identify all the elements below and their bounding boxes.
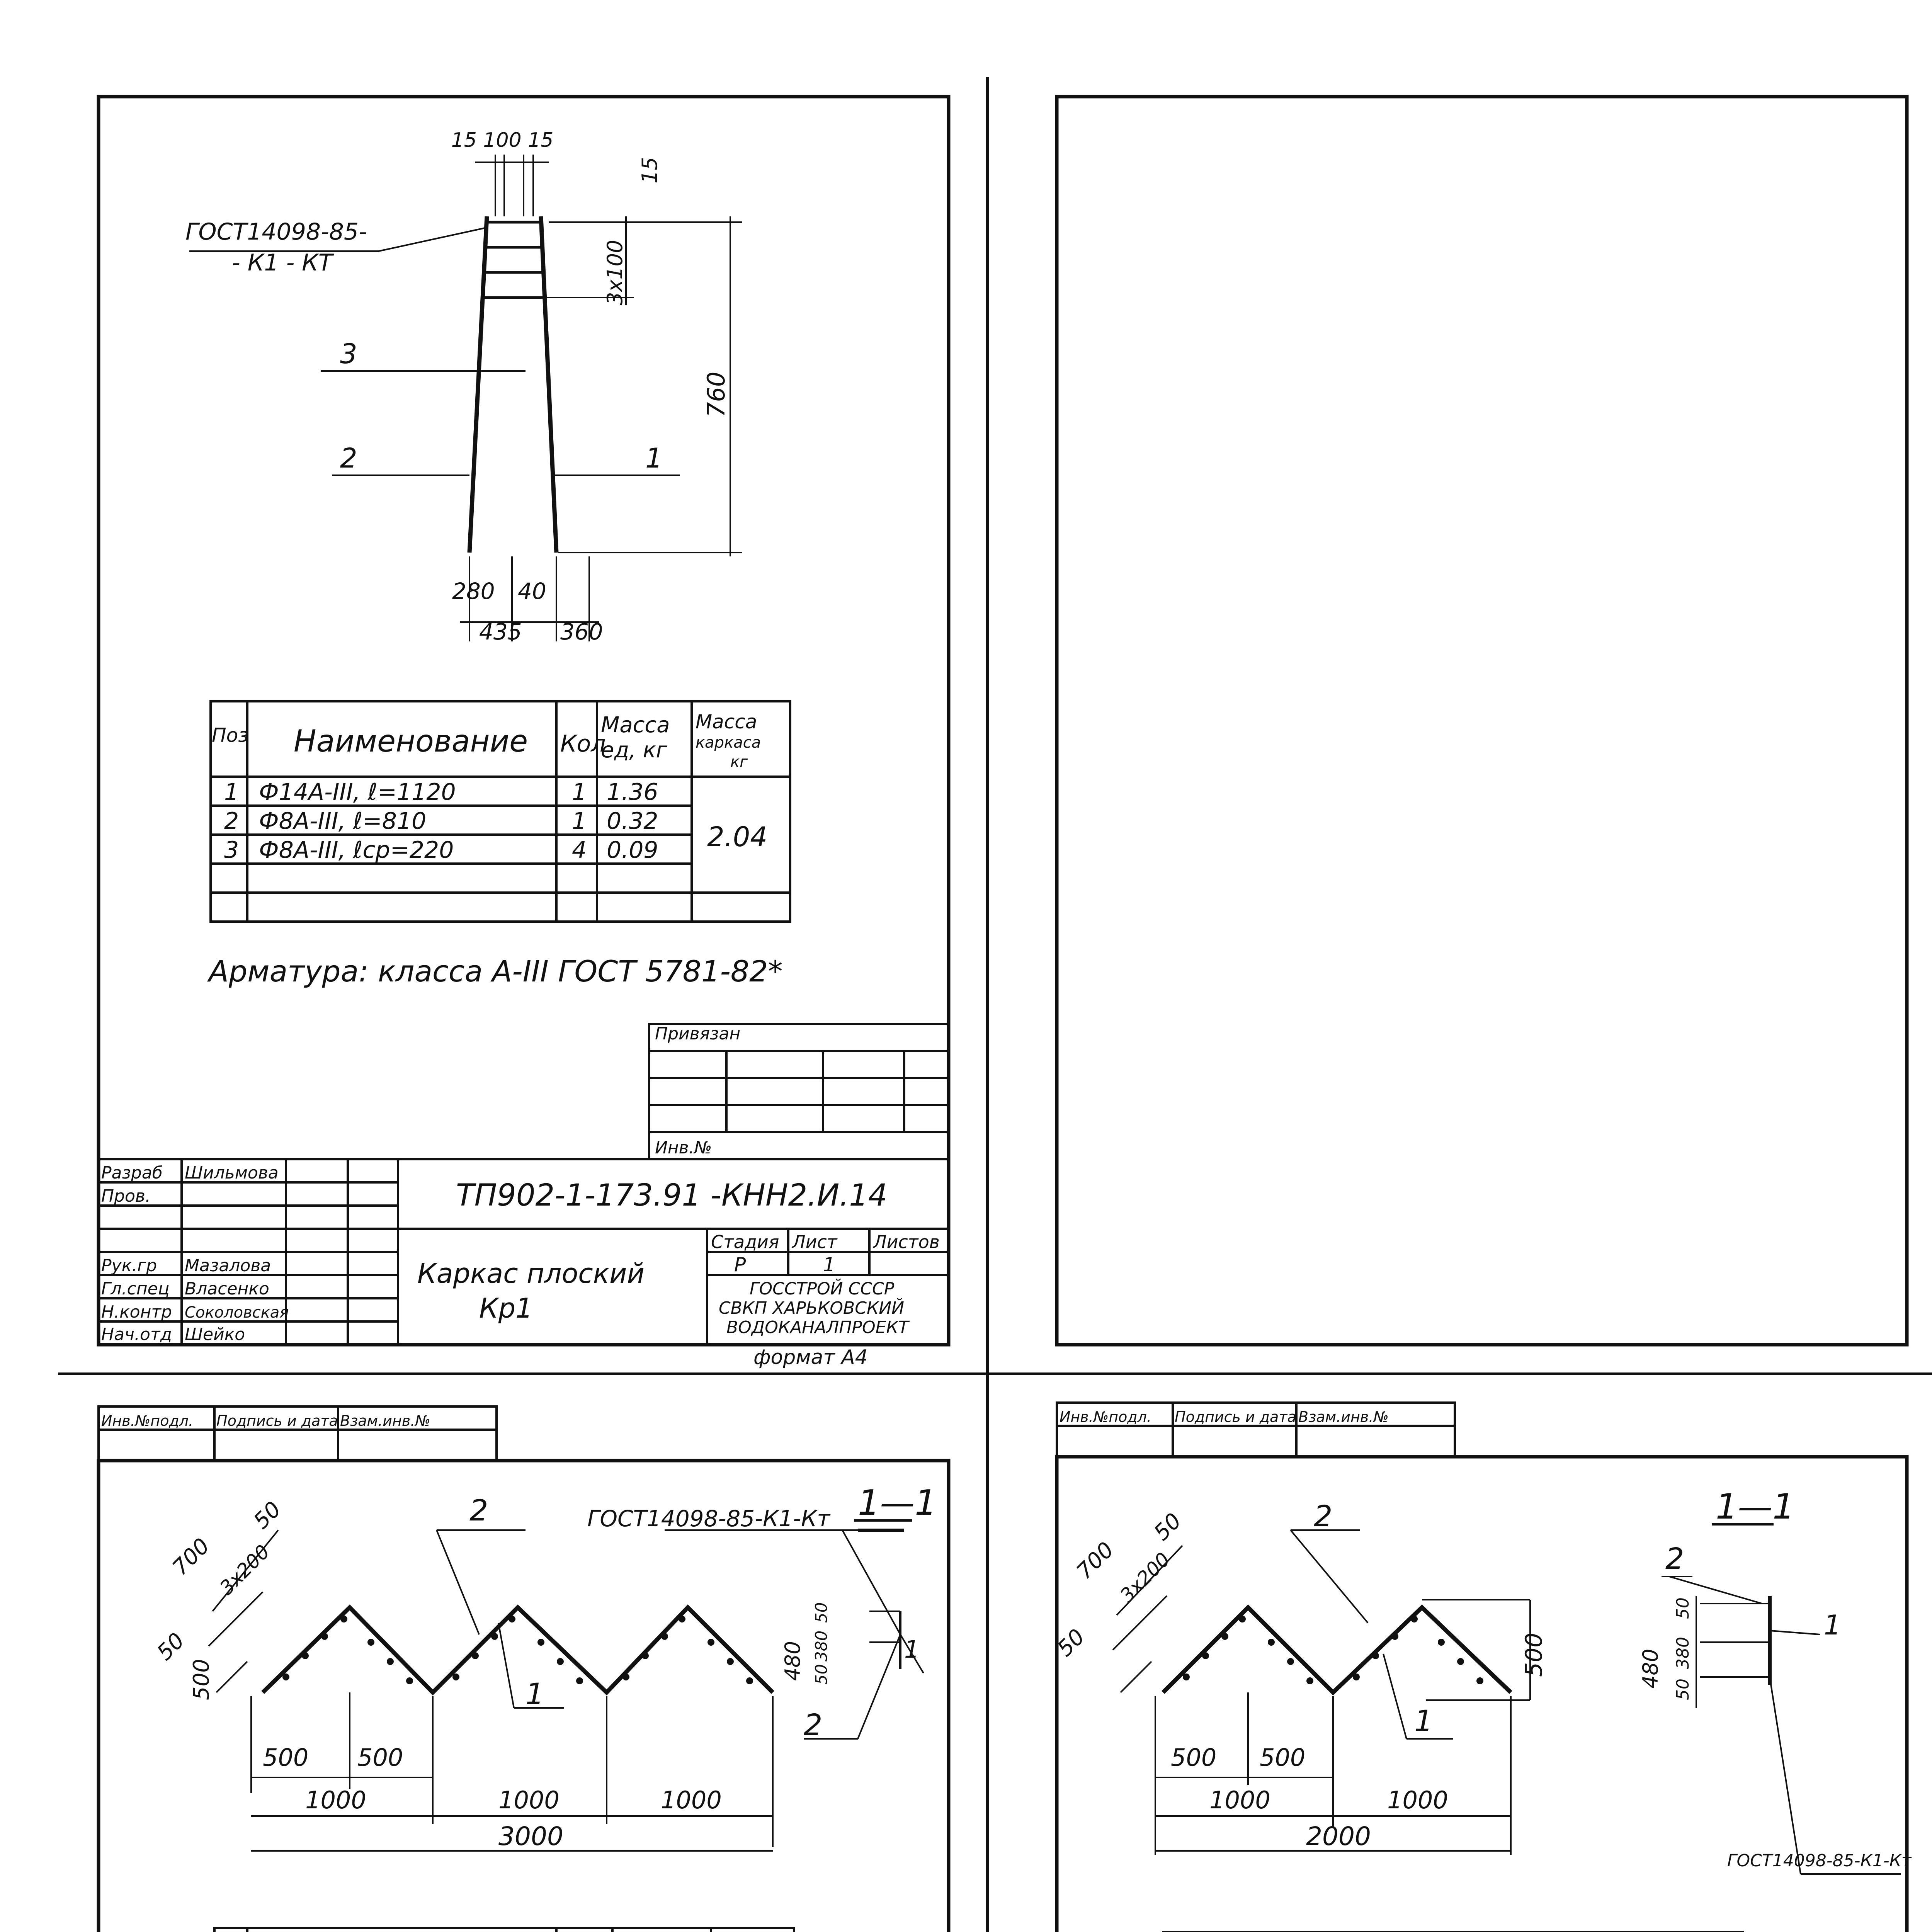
dim-top: 15 100 15 bbox=[451, 129, 554, 152]
pos-2-label: 2 bbox=[340, 442, 357, 474]
spec-h-mass-unit-1: Масса bbox=[601, 713, 670, 738]
stamp-format: формат А4 bbox=[753, 1346, 868, 1369]
spec-note: Арматура: класса А-III ГОСТ 5781-82* bbox=[209, 954, 783, 988]
kr2-section-label: 1—1 bbox=[858, 1483, 937, 1523]
kr3-dim-1000b: 1000 bbox=[1387, 1786, 1448, 1814]
spec-h-qty: Кол bbox=[560, 730, 606, 757]
kr2-dim-50c: 50 bbox=[812, 1664, 831, 1685]
kr2-header-c1: Инв.№подл. bbox=[101, 1412, 194, 1429]
gost-mark-line1: ГОСТ14098-85- bbox=[185, 218, 367, 245]
kr2-pos1: 1 bbox=[526, 1677, 544, 1711]
kr3-pos2-top: 2 bbox=[1314, 1499, 1333, 1533]
kr2-dim-3000: 3000 bbox=[498, 1821, 563, 1851]
stamp-sheets-h: Листов bbox=[873, 1231, 940, 1252]
stamp-sheet: 1 bbox=[823, 1253, 835, 1276]
spec-h-mass-frame-2: каркаса bbox=[696, 734, 761, 752]
kr3-dim-50d: 50 bbox=[1673, 1597, 1693, 1619]
kr3-dim-480: 480 bbox=[1638, 1648, 1663, 1689]
pos-3-label: 3 bbox=[340, 338, 357, 370]
kr3-dim-500v: 500 bbox=[1520, 1633, 1548, 1677]
dim-40: 40 bbox=[518, 578, 546, 604]
stamp-code: ТП902-1-173.91 -КНН2.И.14 bbox=[456, 1178, 888, 1213]
kr3-dim-700: 700 bbox=[1071, 1537, 1119, 1584]
kr3-header-c3: Взам.инв.№ bbox=[1298, 1408, 1389, 1425]
kr3-dim-50a: 50 bbox=[1149, 1508, 1187, 1546]
role-0-name: Шильмова bbox=[185, 1163, 279, 1183]
kr2-pos2-bottom: 2 bbox=[804, 1708, 823, 1742]
spec-h-name: Наименование bbox=[294, 724, 528, 759]
spec-row3-mass: 0.09 bbox=[607, 837, 658, 864]
role-4-name: Соколовская bbox=[185, 1304, 289, 1321]
pos-1-label: 1 bbox=[645, 442, 663, 474]
role-1: Пров. bbox=[101, 1186, 151, 1206]
kr3-dim-500b: 500 bbox=[1260, 1743, 1306, 1772]
spec-row3-name: Ф8А-III, ℓср=220 bbox=[259, 837, 454, 864]
kr2-pos1-right: 1 bbox=[904, 1635, 920, 1663]
kr3-dim-1000a: 1000 bbox=[1209, 1786, 1270, 1814]
kr3-header-c1: Инв.№подл. bbox=[1060, 1408, 1152, 1425]
role-2-name: Мазалова bbox=[185, 1256, 271, 1276]
kr2-pos2-top: 2 bbox=[469, 1493, 488, 1527]
kr2-dim-50b: 50 bbox=[152, 1628, 190, 1665]
gost-mark-line2: - К1 - КТ bbox=[232, 249, 333, 276]
kr3-gost: ГОСТ14098-85-К1-Кт bbox=[1727, 1851, 1912, 1871]
kr3-pos1-sec: 1 bbox=[1824, 1609, 1841, 1641]
spec-row2-name: Ф8А-III, ℓ=810 bbox=[259, 808, 427, 835]
dim-435: 435 bbox=[479, 619, 522, 645]
kr3-header-c2: Подпись и дата bbox=[1175, 1408, 1296, 1425]
dim-15: 15 bbox=[638, 157, 662, 184]
spec-row1-name: Ф14А-III, ℓ=1120 bbox=[259, 779, 456, 806]
kr2-dim-500a: 500 bbox=[263, 1743, 309, 1772]
kr2-dim-500v: 500 bbox=[189, 1659, 214, 1700]
kr2-dim-1000b: 1000 bbox=[498, 1786, 560, 1814]
kr3-dim-2000: 2000 bbox=[1306, 1821, 1371, 1851]
dim-280: 280 bbox=[452, 578, 495, 604]
kr2-dim-500b: 500 bbox=[357, 1743, 403, 1772]
kr3-section-label: 1—1 bbox=[1716, 1486, 1795, 1527]
kr3-dim-500a: 500 bbox=[1171, 1743, 1217, 1772]
role-3: Гл.спец bbox=[101, 1279, 170, 1299]
spec-row1-qty: 1 bbox=[572, 779, 587, 806]
kr2-dim-3x200: 3х200 bbox=[215, 1540, 274, 1599]
kr2-dim-1000c: 1000 bbox=[661, 1786, 722, 1814]
spec-row2-qty: 1 bbox=[572, 808, 587, 835]
spec-row3-qty: 4 bbox=[572, 837, 587, 864]
kr2-dim-50a: 50 bbox=[248, 1497, 286, 1534]
kr3-dim-3x200: 3х200 bbox=[1116, 1548, 1175, 1607]
stamp-title-1: Каркас плоский bbox=[417, 1258, 645, 1289]
stamp-stage-h: Стадия bbox=[711, 1231, 779, 1252]
kr3-dim-50c: 50 bbox=[1673, 1679, 1693, 1700]
role-2: Рук.гр bbox=[101, 1256, 157, 1276]
kr2-dim-700: 700 bbox=[167, 1533, 215, 1580]
spec-row2-pos: 2 bbox=[224, 808, 239, 835]
stamp-privyazan: Привязан bbox=[655, 1024, 741, 1044]
spec-h-mass-frame-1: Масса bbox=[696, 711, 757, 733]
kr2-dim-1000a: 1000 bbox=[305, 1786, 366, 1814]
role-4: Н.контр bbox=[101, 1302, 172, 1322]
dim-760: 760 bbox=[702, 371, 730, 417]
kr3-pos2-sec: 2 bbox=[1665, 1541, 1684, 1576]
kr3-dim-380: 380 bbox=[1673, 1637, 1693, 1669]
kr2-header-c3: Взам.инв.№ bbox=[340, 1412, 430, 1429]
spec-h-mass-frame-3: кг bbox=[730, 753, 748, 771]
spec-row1-mass: 1.36 bbox=[607, 779, 658, 806]
stamp-stage: Р bbox=[734, 1253, 746, 1276]
spec-total-mass: 2.04 bbox=[707, 821, 767, 853]
kr2-dim-480: 480 bbox=[781, 1641, 805, 1681]
role-3-name: Власенко bbox=[185, 1279, 269, 1299]
stamp-org-2: СВКП ХАРЬКОВСКИЙ bbox=[719, 1298, 905, 1318]
kr2-dim-50d: 50 bbox=[812, 1602, 831, 1623]
kr2-gost: ГОСТ14098-85-К1-Кт bbox=[587, 1505, 830, 1532]
spec-row2-mass: 0.32 bbox=[607, 808, 658, 835]
kr2-dim-380: 380 bbox=[812, 1630, 831, 1662]
stamp-org-1: ГОССТРОЙ СССР bbox=[750, 1279, 895, 1299]
role-5-name: Шейко bbox=[185, 1325, 245, 1344]
kr3-dim-50b: 50 bbox=[1052, 1624, 1090, 1662]
role-0: Разраб bbox=[101, 1163, 163, 1183]
stamp-org-3: ВОДОКАНАЛПРОЕКТ bbox=[726, 1318, 909, 1337]
spec-h-pos: Поз bbox=[212, 724, 248, 747]
spec-row1-pos: 1 bbox=[224, 779, 239, 806]
stamp-inv: Инв.№ bbox=[655, 1138, 712, 1158]
spec-row3-pos: 3 bbox=[224, 837, 239, 864]
kr2-header-c2: Подпись и дата bbox=[216, 1412, 338, 1429]
role-5: Нач.отд bbox=[101, 1325, 172, 1344]
dim-360: 360 bbox=[560, 619, 603, 645]
dim-3x100: 3х100 bbox=[603, 240, 627, 305]
stamp-sheet-h: Лист bbox=[792, 1231, 837, 1252]
kr3-pos1: 1 bbox=[1414, 1704, 1433, 1738]
spec-h-mass-unit-2: ед, кг bbox=[601, 738, 668, 763]
stamp-title-2: Кр1 bbox=[479, 1293, 533, 1324]
